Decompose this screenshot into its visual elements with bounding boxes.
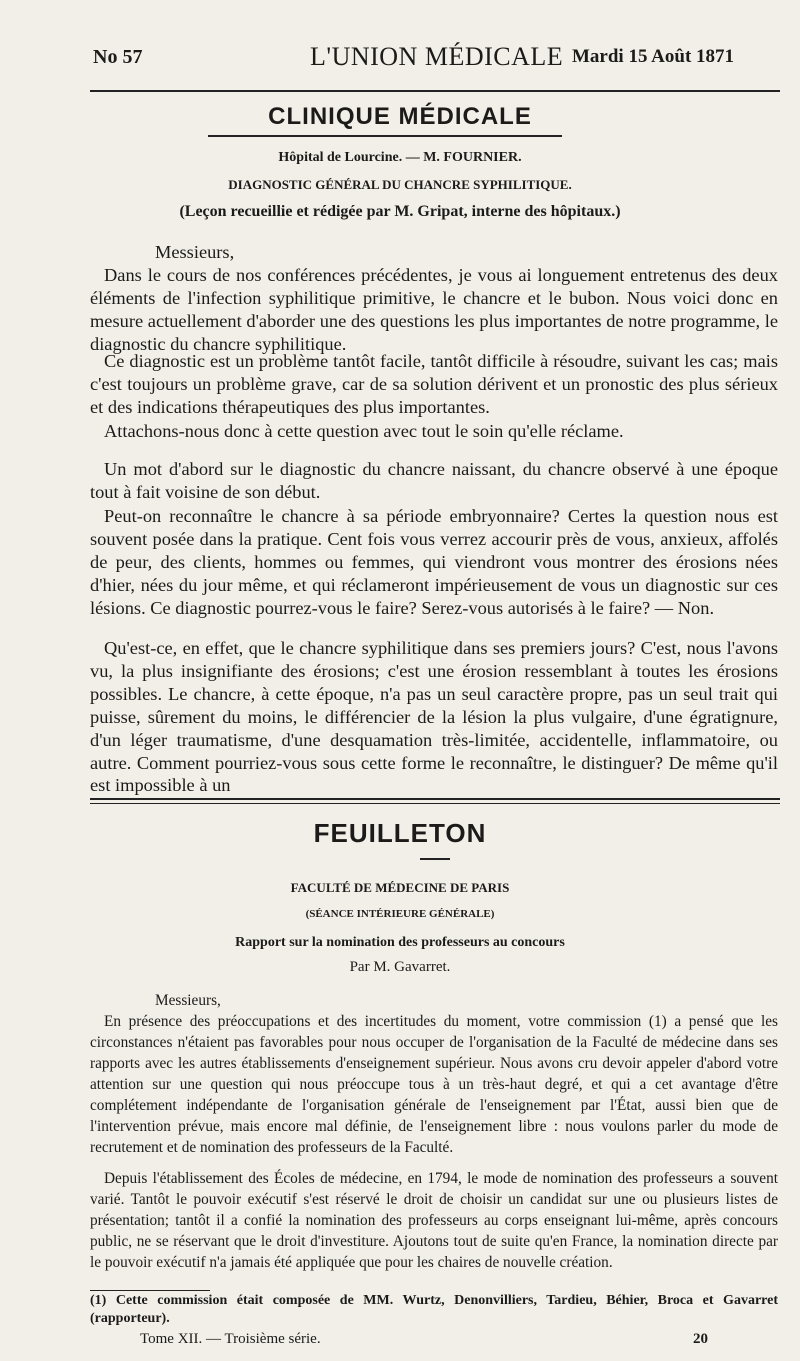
clinique-paragraph-5: Peut-on reconnaître le chancre à sa période embryonnaire? Certes la question nous est souvent posée dans la pratique. Cent fois vous verrez accourir près de vous, anxieux, affolés de peur, des clients, hommes ou femmes, qui viendront vous montrer des érosions nées d'hier, nées du jour même, et qui réclameront impérieusement de vous un diagnostic sur ces lésions. Ce diagnostic pourrez-vous le faire? Serez-vous autorisés à le faire? — Non. [90, 506, 778, 618]
issue-number: No 57 [93, 46, 143, 68]
issue-date: Mardi 15 Août 1871 [572, 46, 735, 67]
salutation: Messieurs, [155, 242, 235, 262]
session-line: (SÉANCE INTÉRIEURE GÉNÉRALE) [305, 908, 495, 920]
header-rule [90, 90, 780, 92]
title-underline [208, 135, 562, 137]
feuilleton-underline [420, 858, 450, 860]
feuilleton-rule-bottom [90, 803, 780, 804]
page-number: 20 [693, 1331, 708, 1347]
feuilleton-salutation: Messieurs, [155, 992, 221, 1009]
clinique-paragraph-3: Attachons-nous donc à cette question avec tout le soin qu'elle réclame. [104, 421, 624, 441]
journal-title: L'UNION MÉDICALE [310, 42, 564, 71]
clinique-note: (Leçon recueillie et rédigée par M. Gripat, interne des hôpitaux.) [179, 203, 621, 220]
clinique-paragraph-1: Dans le cours de nos conférences précédentes, je vous ai longuement entretenus des deux éléments de l'infection syphilitique primitive, le chancre et le bubon. Nous voici donc en mesure actuellement d'aborder une des questions les plus importantes de notre programme, le diagnostic du chancre syphilitique. [90, 265, 778, 354]
report-author: Par M. Gavarret. [349, 959, 451, 975]
volume-info: Tome XII. — Troisième série. [140, 1331, 321, 1347]
clinique-paragraph-4: Un mot d'abord sur le diagnostic du chancre naissant, du chancre observé à une époque tout à fait voisine de son début. [90, 459, 778, 502]
clinique-paragraph-6: Qu'est-ce, en effet, que le chancre syphilitique dans ses premiers jours? C'est, nous l'avons vu, la plus insignifiante des érosions; c'est une érosion ressemblant à toutes les érosions possibles. Le chancre, à cette époque, n'a pas un seul caractère propre, pas un seul trait qui puisse, sûrement du moins, le différencier de la lésion la plus vulgaire, d'une égratignure, d'un léger traumatisme, d'une desquamation très-limitée, accidentelle, inflammatoire, ou autre. Comment pourriez-vous sous cette forme le reconnaître, le distinguer? De même qu'il est impossible à un [90, 638, 778, 796]
feuilleton-rule-top [90, 798, 780, 800]
page-header [0, 40, 800, 80]
hospital-line: Hôpital de Lourcine. — M. FOURNIER. [278, 150, 522, 165]
footnote: (1) Cette commission était composée de MM. Wurtz, Denonvilliers, Tardieu, Béhier, Broca et Gavarret (rapporteur). [90, 1293, 778, 1326]
report-title: Rapport sur la nomination des professeurs au concours [235, 935, 565, 950]
footnote-rule [90, 1290, 210, 1291]
feuilleton-paragraph-1: En présence des préoccupations et des incertitudes du moment, votre commission (1) a pensé que les circonstances n'étaient pas favorables pour nous occuper de l'organisation de la Faculté de médecine dans ses rapports avec les autres établissements d'enseignement supérieur. Nous avons cru devoir appeler d'abord votre attention sur une question qui nous préoccupe tous à un très-haut degré, et qui a cet avantage d'être complétement indépendante de l'organisation générale de l'enseignement par l'État, aussi bien que de l'intervention prévue, mais encore mal définie, de l'enseignement libre : nous voulons parler du mode de recrutement et de nomination des professeurs de la Faculté. [90, 1013, 778, 1156]
clinique-subtitle: DIAGNOSTIC GÉNÉRAL DU CHANCRE SYPHILITIQUE. [228, 177, 572, 192]
clinique-paragraph-2: Ce diagnostic est un problème tantôt facile, tantôt difficile à résoudre, suivant les cas; mais c'est toujours un problème grave, car de sa solution dérivent et un pronostic des plus sérieux et des indications thérapeutiques des plus importantes. [90, 351, 778, 417]
feuilleton-title: FEUILLETON [313, 818, 487, 848]
clinique-title: CLINIQUE MÉDICALE [268, 103, 532, 130]
feuilleton-paragraph-2: Depuis l'établissement des Écoles de médecine, en 1794, le mode de nomination des professeurs a souvent varié. Tantôt le pouvoir exécutif s'est réservé le droit de choisir un candidat sur une ou plusieurs listes de présentation; tantôt il a confié la nomination des professeurs au corps enseignant lui-même, après concours public, ne se réservant que le droit d'investiture. Ajoutons tout de suite qu'en France, la nomination directe par le pouvoir exécutif n'a jamais été appliquée que pour les chaires de nouvelle création. [90, 1170, 778, 1271]
faculty-line: FACULTÉ DE MÉDECINE DE PARIS [290, 880, 510, 895]
